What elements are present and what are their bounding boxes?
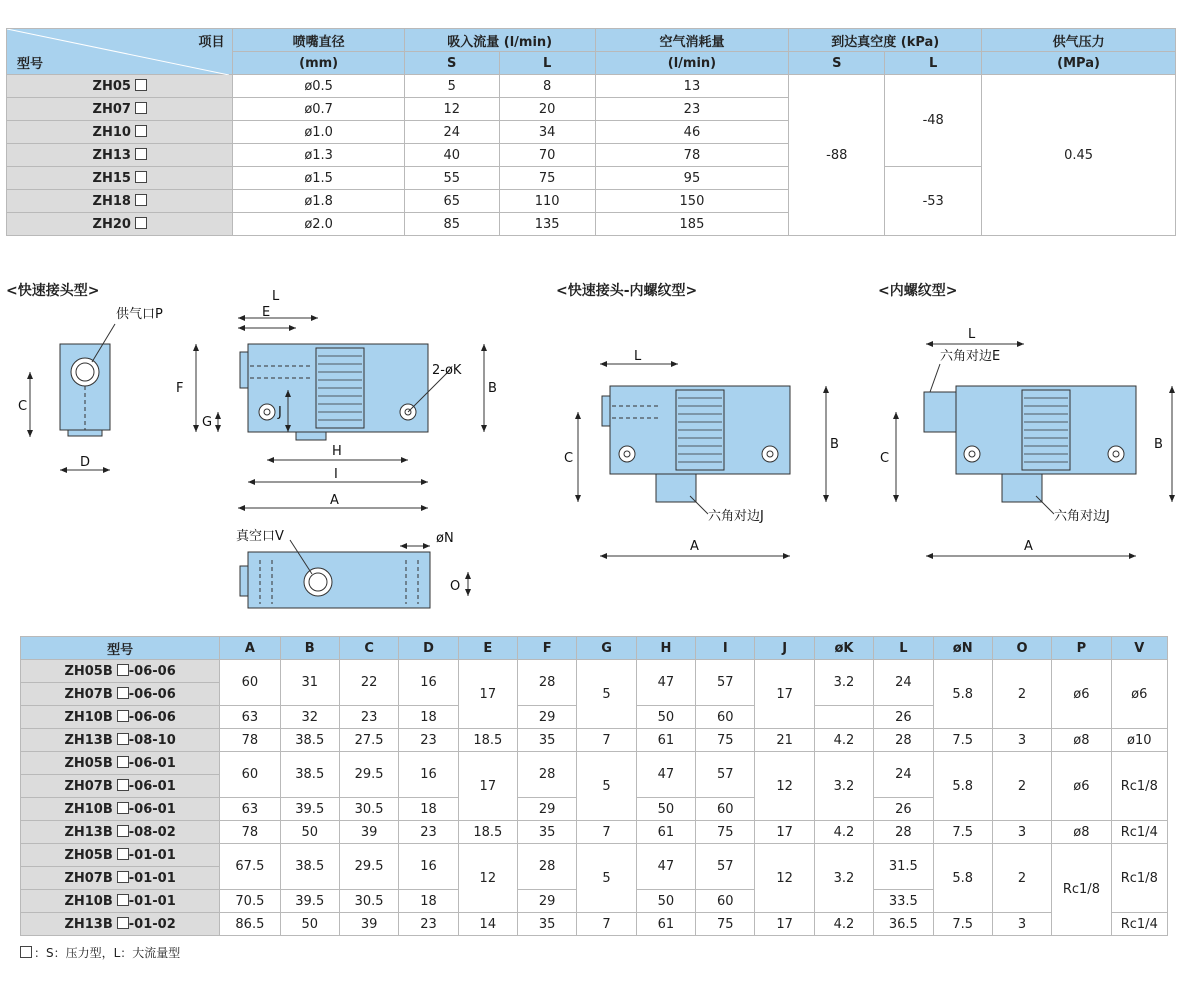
air-cell: 23 xyxy=(595,98,789,121)
cell: 3 xyxy=(992,913,1051,936)
cell: 60 xyxy=(696,890,755,913)
nozzle-cell: ø2.0 xyxy=(233,213,404,236)
cell: 24 xyxy=(874,660,933,706)
col-header: H xyxy=(636,637,695,660)
cell: 3.2 xyxy=(814,844,873,913)
header-item: 项目 xyxy=(198,35,225,50)
hex-j-label-3: 六角对边J xyxy=(1054,509,1110,524)
cell: 60 xyxy=(220,752,280,798)
cell: 18 xyxy=(399,798,458,821)
drawing-title-thread: <内螺纹型> xyxy=(878,283,958,299)
cell: 60 xyxy=(220,660,280,706)
col-header: øN xyxy=(933,637,992,660)
suction-s-cell: 65 xyxy=(404,190,499,213)
cell: 4.2 xyxy=(814,729,873,752)
dim-j-1: J xyxy=(278,405,282,420)
cell: 35 xyxy=(518,821,577,844)
cell: 26 xyxy=(874,798,933,821)
cell: 28 xyxy=(518,844,577,890)
header-suction: 吸入流量 (l/min) xyxy=(404,29,595,52)
suction-l-cell: 75 xyxy=(499,167,595,190)
col-header: B xyxy=(280,637,339,660)
cell: 50 xyxy=(280,913,339,936)
header-air-unit: (l/min) xyxy=(595,52,789,75)
nozzle-cell: ø1.5 xyxy=(233,167,404,190)
dim-l-3: L xyxy=(968,327,976,342)
cell: 30.5 xyxy=(339,798,398,821)
suction-l-cell: 110 xyxy=(499,190,595,213)
table-row xyxy=(21,821,1168,844)
cell: 28 xyxy=(518,752,577,798)
cell: ø6 xyxy=(1052,752,1111,821)
table-row xyxy=(21,913,1168,936)
footnote: ：S：压力型，L：大流量型 xyxy=(20,944,180,961)
cell: 38.5 xyxy=(280,844,339,890)
cell: 4.2 xyxy=(814,821,873,844)
suction-l-cell: 8 xyxy=(499,75,595,98)
cell: 35 xyxy=(518,729,577,752)
col-header: øK xyxy=(814,637,873,660)
nozzle-cell: ø1.0 xyxy=(233,121,404,144)
supply-port-label: 供气口P xyxy=(116,307,163,322)
cell: 21 xyxy=(755,729,814,752)
cell: ø10 xyxy=(1111,729,1167,752)
air-cell: 95 xyxy=(595,167,789,190)
hex-e-label: 六角对边E xyxy=(940,349,1001,364)
cell: 38.5 xyxy=(280,729,339,752)
cell: 31.5 xyxy=(874,844,933,890)
dim-table-header xyxy=(21,637,1168,660)
cell: 36.5 xyxy=(874,913,933,936)
cell: 7.5 xyxy=(933,913,992,936)
cell: 78 xyxy=(220,821,280,844)
model-cell: ZH10B -06-01 xyxy=(21,798,220,821)
header-vacuum-l: L xyxy=(885,52,982,75)
cell: 39.5 xyxy=(280,890,339,913)
cell: 60 xyxy=(696,706,755,729)
header-supply-unit: (MPa) xyxy=(982,52,1176,75)
cell: 12 xyxy=(755,752,814,821)
cell: 7 xyxy=(577,729,636,752)
air-cell: 13 xyxy=(595,75,789,98)
supply-cell: 0.45 xyxy=(982,75,1176,236)
dim-c-3: C xyxy=(880,451,890,466)
cell: 14 xyxy=(458,913,517,936)
header-vacuum-s: S xyxy=(789,52,885,75)
cell: 17 xyxy=(755,821,814,844)
model-cell: ZH05B -06-06 xyxy=(21,660,220,683)
model-cell: ZH05B -01-01 xyxy=(21,844,220,867)
cell: 27.5 xyxy=(339,729,398,752)
cell: 28 xyxy=(874,821,933,844)
suction-l-cell: 70 xyxy=(499,144,595,167)
air-cell: 150 xyxy=(595,190,789,213)
dim-c-1: C xyxy=(18,399,28,414)
cell: 63 xyxy=(220,706,280,729)
model-cell: ZH13B -08-02 xyxy=(21,821,220,844)
cell: 5 xyxy=(577,660,636,729)
dim-g-1: G xyxy=(202,415,213,430)
dimension-table xyxy=(20,636,1168,936)
cell: 5 xyxy=(577,844,636,913)
col-header: V xyxy=(1111,637,1167,660)
cell: Rc1/4 xyxy=(1111,821,1167,844)
cell: 28 xyxy=(518,660,577,706)
cell: 17 xyxy=(458,752,517,821)
header-nozzle: 喷嘴直径 xyxy=(233,29,404,52)
cell: 39 xyxy=(339,913,398,936)
air-cell: 46 xyxy=(595,121,789,144)
cell: 28 xyxy=(874,729,933,752)
hex-j-label-2: 六角对边J xyxy=(708,509,764,524)
col-header: P xyxy=(1052,637,1111,660)
cell: 30.5 xyxy=(339,890,398,913)
cell: 75 xyxy=(696,913,755,936)
vacuum-l-bottom-cell: -53 xyxy=(885,167,982,236)
dim-b-2: B xyxy=(830,437,839,452)
nozzle-cell: ø1.8 xyxy=(233,190,404,213)
header-supply: 供气压力 xyxy=(982,29,1176,52)
cell: 3.2 xyxy=(814,660,873,706)
header-suction-s: S xyxy=(404,52,499,75)
cell: 78 xyxy=(220,729,280,752)
cell: 50 xyxy=(280,821,339,844)
cell: 7.5 xyxy=(933,729,992,752)
cell: 47 xyxy=(636,752,695,798)
cell: 17 xyxy=(755,660,814,729)
dim-e-1: E xyxy=(262,305,271,320)
cell: 67.5 xyxy=(220,844,280,890)
table-row xyxy=(21,844,1168,867)
suction-l-cell: 34 xyxy=(499,121,595,144)
cell: 23 xyxy=(339,706,398,729)
cell: 2 xyxy=(992,844,1051,913)
col-header: J xyxy=(755,637,814,660)
model-cell: ZH07B -01-01 xyxy=(21,867,220,890)
cell: 23 xyxy=(399,913,458,936)
cell: 50 xyxy=(636,890,695,913)
dim-d-1: D xyxy=(80,455,91,470)
model-cell: ZH15 xyxy=(7,167,233,190)
air-cell: 78 xyxy=(595,144,789,167)
cell: 7.5 xyxy=(933,821,992,844)
cell: 18 xyxy=(399,890,458,913)
dim-n-1: øN xyxy=(436,531,454,546)
suction-s-cell: 55 xyxy=(404,167,499,190)
dim-f-1: F xyxy=(176,381,184,396)
model-cell: ZH20 xyxy=(7,213,233,236)
dim-a-1: A xyxy=(330,493,339,508)
cell: 86.5 xyxy=(220,913,280,936)
cell: 63 xyxy=(220,798,280,821)
model-cell: ZH10B -06-06 xyxy=(21,706,220,729)
header-vacuum: 到达真空度 (kPa) xyxy=(789,29,982,52)
col-header: L xyxy=(874,637,933,660)
model-cell: ZH10B -01-01 xyxy=(21,890,220,913)
col-header: O xyxy=(992,637,1051,660)
dim-a-3: A xyxy=(1024,539,1033,554)
col-header: D xyxy=(399,637,458,660)
cell xyxy=(814,706,873,729)
cell: 3.2 xyxy=(814,752,873,821)
cell: 23 xyxy=(399,729,458,752)
cell: 5.8 xyxy=(933,660,992,729)
cell: 61 xyxy=(636,821,695,844)
cell: 57 xyxy=(696,660,755,706)
col-header: I xyxy=(696,637,755,660)
bottom-view-body xyxy=(248,552,430,608)
cell: 2 xyxy=(992,752,1051,821)
cell: Rc1/4 xyxy=(1111,913,1167,936)
cell: 29 xyxy=(518,798,577,821)
cell: 29 xyxy=(518,890,577,913)
table-row xyxy=(21,752,1168,775)
air-cell: 185 xyxy=(595,213,789,236)
model-cell: ZH18 xyxy=(7,190,233,213)
cell: 35 xyxy=(518,913,577,936)
model-cell: ZH07 xyxy=(7,98,233,121)
cell: 16 xyxy=(399,844,458,890)
cell: Rc1/8 xyxy=(1052,844,1111,936)
cell: 31 xyxy=(280,660,339,706)
table-row xyxy=(21,660,1168,683)
header-nozzle-unit: (mm) xyxy=(233,52,404,75)
cell: Rc1/8 xyxy=(1111,752,1167,821)
dim-l-2: L xyxy=(634,349,642,364)
col-header: E xyxy=(458,637,517,660)
cell: 16 xyxy=(399,752,458,798)
cell: 26 xyxy=(874,706,933,729)
col-header: A xyxy=(220,637,280,660)
nozzle-cell: ø0.7 xyxy=(233,98,404,121)
suction-s-cell: 5 xyxy=(404,75,499,98)
col-header: C xyxy=(339,637,398,660)
cell: 57 xyxy=(696,844,755,890)
cell: 61 xyxy=(636,729,695,752)
cell: 2 xyxy=(992,660,1051,729)
suction-s-cell: 40 xyxy=(404,144,499,167)
header-model: 型号 xyxy=(17,57,44,72)
cell: 38.5 xyxy=(280,752,339,798)
dim-b-1: B xyxy=(488,381,497,396)
cell: 29.5 xyxy=(339,752,398,798)
model-cell: ZH07B -06-06 xyxy=(21,683,220,706)
dim-i-1: I xyxy=(334,467,338,482)
cell: 3 xyxy=(992,821,1051,844)
cell: 50 xyxy=(636,798,695,821)
cell: 23 xyxy=(399,821,458,844)
supply-port-circle xyxy=(71,358,99,386)
vacuum-port-label: 真空口V xyxy=(236,529,284,544)
cell: 70.5 xyxy=(220,890,280,913)
dim-l-1: L xyxy=(272,289,280,304)
cell: 39 xyxy=(339,821,398,844)
model-cell: ZH05B -06-01 xyxy=(21,752,220,775)
cell: 7 xyxy=(577,821,636,844)
cell: 5.8 xyxy=(933,752,992,821)
cell: ø8 xyxy=(1052,821,1111,844)
cell: 7 xyxy=(577,913,636,936)
suction-l-cell: 20 xyxy=(499,98,595,121)
cell: 16 xyxy=(399,660,458,706)
cell: 61 xyxy=(636,913,695,936)
cell: ø6 xyxy=(1052,660,1111,729)
cell: 17 xyxy=(458,660,517,729)
cell: ø6 xyxy=(1111,660,1167,729)
model-cell: ZH13B -01-02 xyxy=(21,913,220,936)
vacuum-s-cell: -88 xyxy=(789,75,885,236)
nozzle-cell: ø1.3 xyxy=(233,144,404,167)
cell: 3 xyxy=(992,729,1051,752)
model-cell: ZH13 xyxy=(7,144,233,167)
cell: 18 xyxy=(399,706,458,729)
model-cell: ZH10 xyxy=(7,121,233,144)
suction-s-cell: 85 xyxy=(404,213,499,236)
dim-c-2: C xyxy=(564,451,574,466)
dim-k-1: 2-øK xyxy=(432,363,462,378)
cell: 57 xyxy=(696,752,755,798)
col-header: F xyxy=(518,637,577,660)
cell: 29.5 xyxy=(339,844,398,890)
cell: 18.5 xyxy=(458,729,517,752)
cell: 75 xyxy=(696,821,755,844)
model-cell: ZH07B -06-01 xyxy=(21,775,220,798)
cell: 22 xyxy=(339,660,398,706)
cell: 29 xyxy=(518,706,577,729)
col-header: G xyxy=(577,637,636,660)
suction-l-cell: 135 xyxy=(499,213,595,236)
suction-s-cell: 12 xyxy=(404,98,499,121)
cell: 75 xyxy=(696,729,755,752)
cell: 32 xyxy=(280,706,339,729)
cell: 24 xyxy=(874,752,933,798)
cell: 50 xyxy=(636,706,695,729)
dim-a-2: A xyxy=(690,539,699,554)
suction-s-cell: 24 xyxy=(404,121,499,144)
col-header: 型号 xyxy=(21,637,220,660)
cell: 33.5 xyxy=(874,890,933,913)
cell: 18.5 xyxy=(458,821,517,844)
header-air: 空气消耗量 xyxy=(595,29,789,52)
cell: 12 xyxy=(755,844,814,913)
cell: Rc1/8 xyxy=(1111,844,1167,913)
nozzle-cell: ø0.5 xyxy=(233,75,404,98)
model-cell: ZH05 xyxy=(7,75,233,98)
cell: 47 xyxy=(636,844,695,890)
drawing-title-quick: <快速接头型> xyxy=(6,283,100,299)
cell: 5.8 xyxy=(933,844,992,913)
table-row xyxy=(21,729,1168,752)
dim-o-1: O xyxy=(450,579,461,594)
header-suction-l: L xyxy=(499,52,595,75)
cell: ø8 xyxy=(1052,729,1111,752)
cell: 17 xyxy=(755,913,814,936)
cell: 5 xyxy=(577,752,636,821)
vacuum-l-top-cell: -48 xyxy=(885,75,982,167)
cell: 60 xyxy=(696,798,755,821)
dim-h-1: H xyxy=(332,444,342,459)
cell: 47 xyxy=(636,660,695,706)
dim-b-3: B xyxy=(1154,437,1163,452)
cell: 4.2 xyxy=(814,913,873,936)
cell: 12 xyxy=(458,844,517,913)
drawing-title-quick-thread: <快速接头-内螺纹型> xyxy=(556,283,698,299)
cell: 39.5 xyxy=(280,798,339,821)
model-cell: ZH13B -08-10 xyxy=(21,729,220,752)
